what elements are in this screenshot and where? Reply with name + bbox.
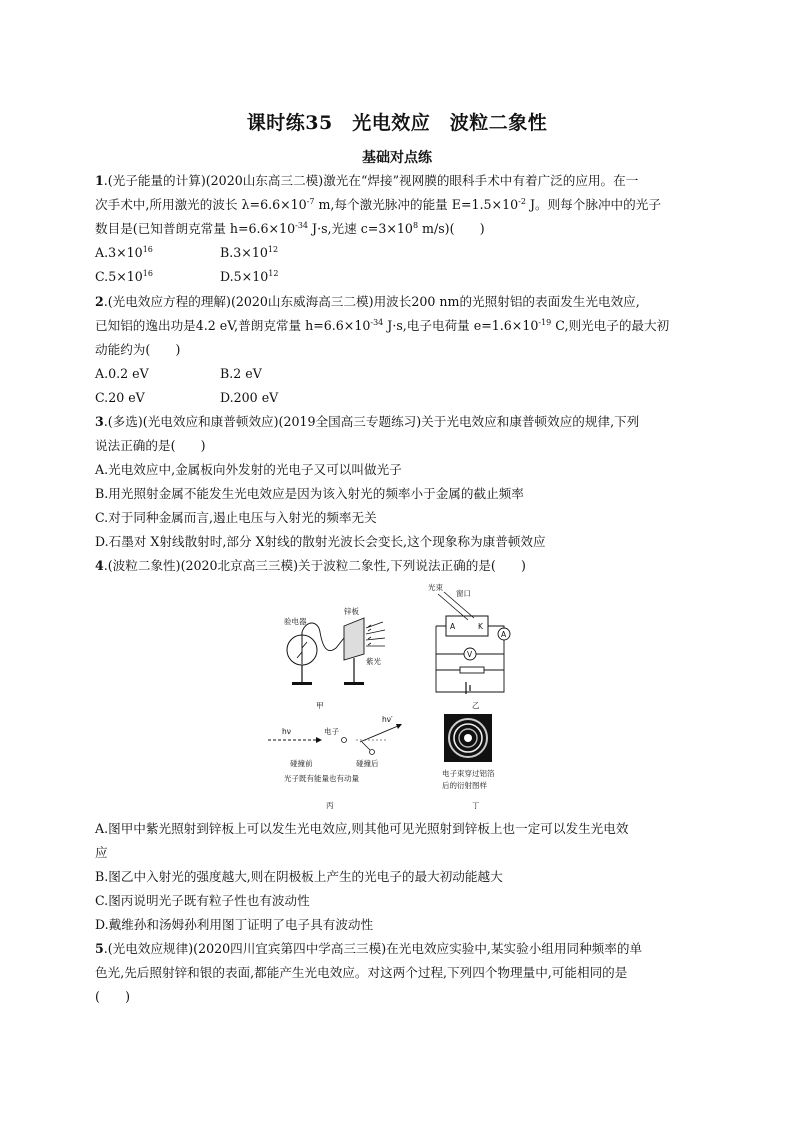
label-before-collision: 碰撞前 bbox=[290, 759, 313, 768]
q1-option-a: $A.3\times 10^{16}$ bbox=[95, 244, 153, 260]
q3-line2: 说法正确的是( ) bbox=[95, 438, 206, 453]
label-yi: 乙 bbox=[472, 701, 480, 710]
label-hv: hν bbox=[282, 727, 291, 736]
label-bing: 丙 bbox=[326, 801, 334, 810]
figure-ding-diffraction bbox=[442, 714, 495, 810]
q1-line2: 次手术中,所用激光的波长 $\lambda=6.6\times 10^{-7}$ m,每个激光脉冲的能量 $E=1.5\times 10^{-2}$ J。则每个脉冲中的光子 bbox=[95, 196, 661, 212]
q5-line3: ( ) bbox=[95, 989, 131, 1004]
q4-line1: 4.(波粒二象性)(2020北京高三三模)关于波粒二象性,下列说法正确的是( ) bbox=[95, 558, 526, 573]
q4-figure bbox=[260, 582, 560, 812]
label-ammeter: A bbox=[501, 630, 507, 639]
q2-option-b: B.2 eV bbox=[220, 366, 262, 381]
q3-number: 3 bbox=[95, 414, 104, 429]
q4-option-c: C.图丙说明光子既有粒子性也有波动性 bbox=[95, 893, 310, 908]
q2-line1: 2.(光电效应方程的理解)(2020山东威海高三二模)用波长200 nm的光照射铝的表面发生光电效应, bbox=[95, 294, 640, 309]
label-light-beam: 光束 bbox=[428, 583, 443, 592]
label-jia: 甲 bbox=[316, 701, 324, 710]
q4-option-b: B.图乙中入射光的强度越大,则在阴极板上产生的光电子的最大初动能越大 bbox=[95, 869, 503, 884]
figure-yi-circuit bbox=[428, 582, 510, 710]
q1-option-c: $C.5\times 10^{16}$ bbox=[95, 268, 153, 284]
q1-line3: 数目是(已知普朗克常量 $h=6.6\times 10^{-34}$ J·s,光速 $c=3\times 10^8$ m/s)( ) bbox=[95, 220, 485, 236]
label-after-collision: 碰撞后 bbox=[356, 759, 379, 768]
q5-line1: 5.(光电效应规律)(2020四川宜宾第四中学高三三模)在光电效应实验中,某实验小组用同种频率的单 bbox=[95, 941, 643, 956]
q2-line3: 动能约为( ) bbox=[95, 342, 181, 357]
q2-number: 2 bbox=[95, 294, 104, 309]
figure-jia-electroscope bbox=[284, 606, 385, 710]
label-zinc-plate: 锌板 bbox=[344, 607, 359, 616]
label-ding: 丁 bbox=[472, 801, 480, 810]
q3-option-c: C.对于同种金属而言,遏止电压与入射光的频率无关 bbox=[95, 510, 377, 525]
label-electron: 电子 bbox=[324, 727, 339, 736]
q3-option-d: D.石墨对 X射线散射时,部分 X射线的散射光波长会变长,这个现象称为康普顿效应 bbox=[95, 534, 546, 549]
q5-number: 5 bbox=[95, 941, 104, 956]
q1-text: .(光子能量的计算)(2020山东高三二模)激光在“焊接”视网膜的眼科手术中有着广泛的应用。在一 bbox=[103, 173, 639, 188]
q5-line2: 色光,先后照射锌和银的表面,都能产生光电效应。对这两个过程,下列四个物理量中,可能相同的是 bbox=[95, 965, 628, 980]
q1-option-d: $D.5\times 10^{12}$ bbox=[220, 268, 279, 284]
label-hv-prime: hν′ bbox=[382, 715, 393, 724]
q1-line1 bbox=[95, 173, 638, 189]
q2-option-c: C.20 eV bbox=[95, 390, 145, 405]
label-violet-light: 紫光 bbox=[366, 657, 381, 666]
q3-option-b: B.用光照射金属不能发生光电效应是因为该入射光的频率小于金属的截止频率 bbox=[95, 486, 524, 501]
q4-option-a-line2: 应 bbox=[95, 845, 108, 860]
q4-option-d: D.戴维孙和汤姆孙利用图丁证明了电子具有波动性 bbox=[95, 917, 374, 932]
label-cathode: K bbox=[478, 622, 483, 631]
label-photon-momentum: 光子既有能量也有动量 bbox=[284, 774, 359, 783]
q4-option-a-line1: A.图甲中紫光照射到锌板上可以发生光电效应,则其他可见光照射到锌板上也一定可以发生光电效 bbox=[95, 821, 629, 836]
q2-option-d: D.200 eV bbox=[220, 390, 279, 405]
label-diffraction-line1: 电子束穿过铝箔 bbox=[442, 769, 495, 778]
figure-bing-collision bbox=[268, 715, 402, 810]
label-window: 窗口 bbox=[456, 589, 471, 598]
q3-line1: 3.(多选)(光电效应和康普顿效应)(2019全国高三专题练习)关于光电效应和康普顿效应的规律,下列 bbox=[95, 414, 640, 429]
label-anode: A bbox=[450, 622, 456, 631]
label-voltmeter: V bbox=[467, 650, 473, 659]
page-title: 课时练35 光电效应 波粒二象性 bbox=[246, 112, 548, 134]
q1-number: 1 bbox=[95, 173, 104, 188]
section-heading: 基础对点练 bbox=[362, 150, 432, 166]
q1-option-b: $B.3\times 10^{12}$ bbox=[220, 244, 279, 260]
label-diffraction-line2: 后的衍射图样 bbox=[442, 781, 487, 790]
label-electroscope: 验电器 bbox=[284, 617, 307, 626]
q2-option-a: A.0.2 eV bbox=[95, 366, 149, 381]
q3-option-a: A.光电效应中,金属板向外发射的光电子又可以叫做光子 bbox=[95, 462, 402, 477]
q4-number: 4 bbox=[95, 558, 104, 573]
q2-line2: 已知铝的逸出功是4.2 eV,普朗克常量 $h=6.6\times 10^{-34}$ J·s,电子电荷量 $e=1.6\times 10^{-19}$ C,则光电子的最大初 bbox=[95, 317, 670, 333]
